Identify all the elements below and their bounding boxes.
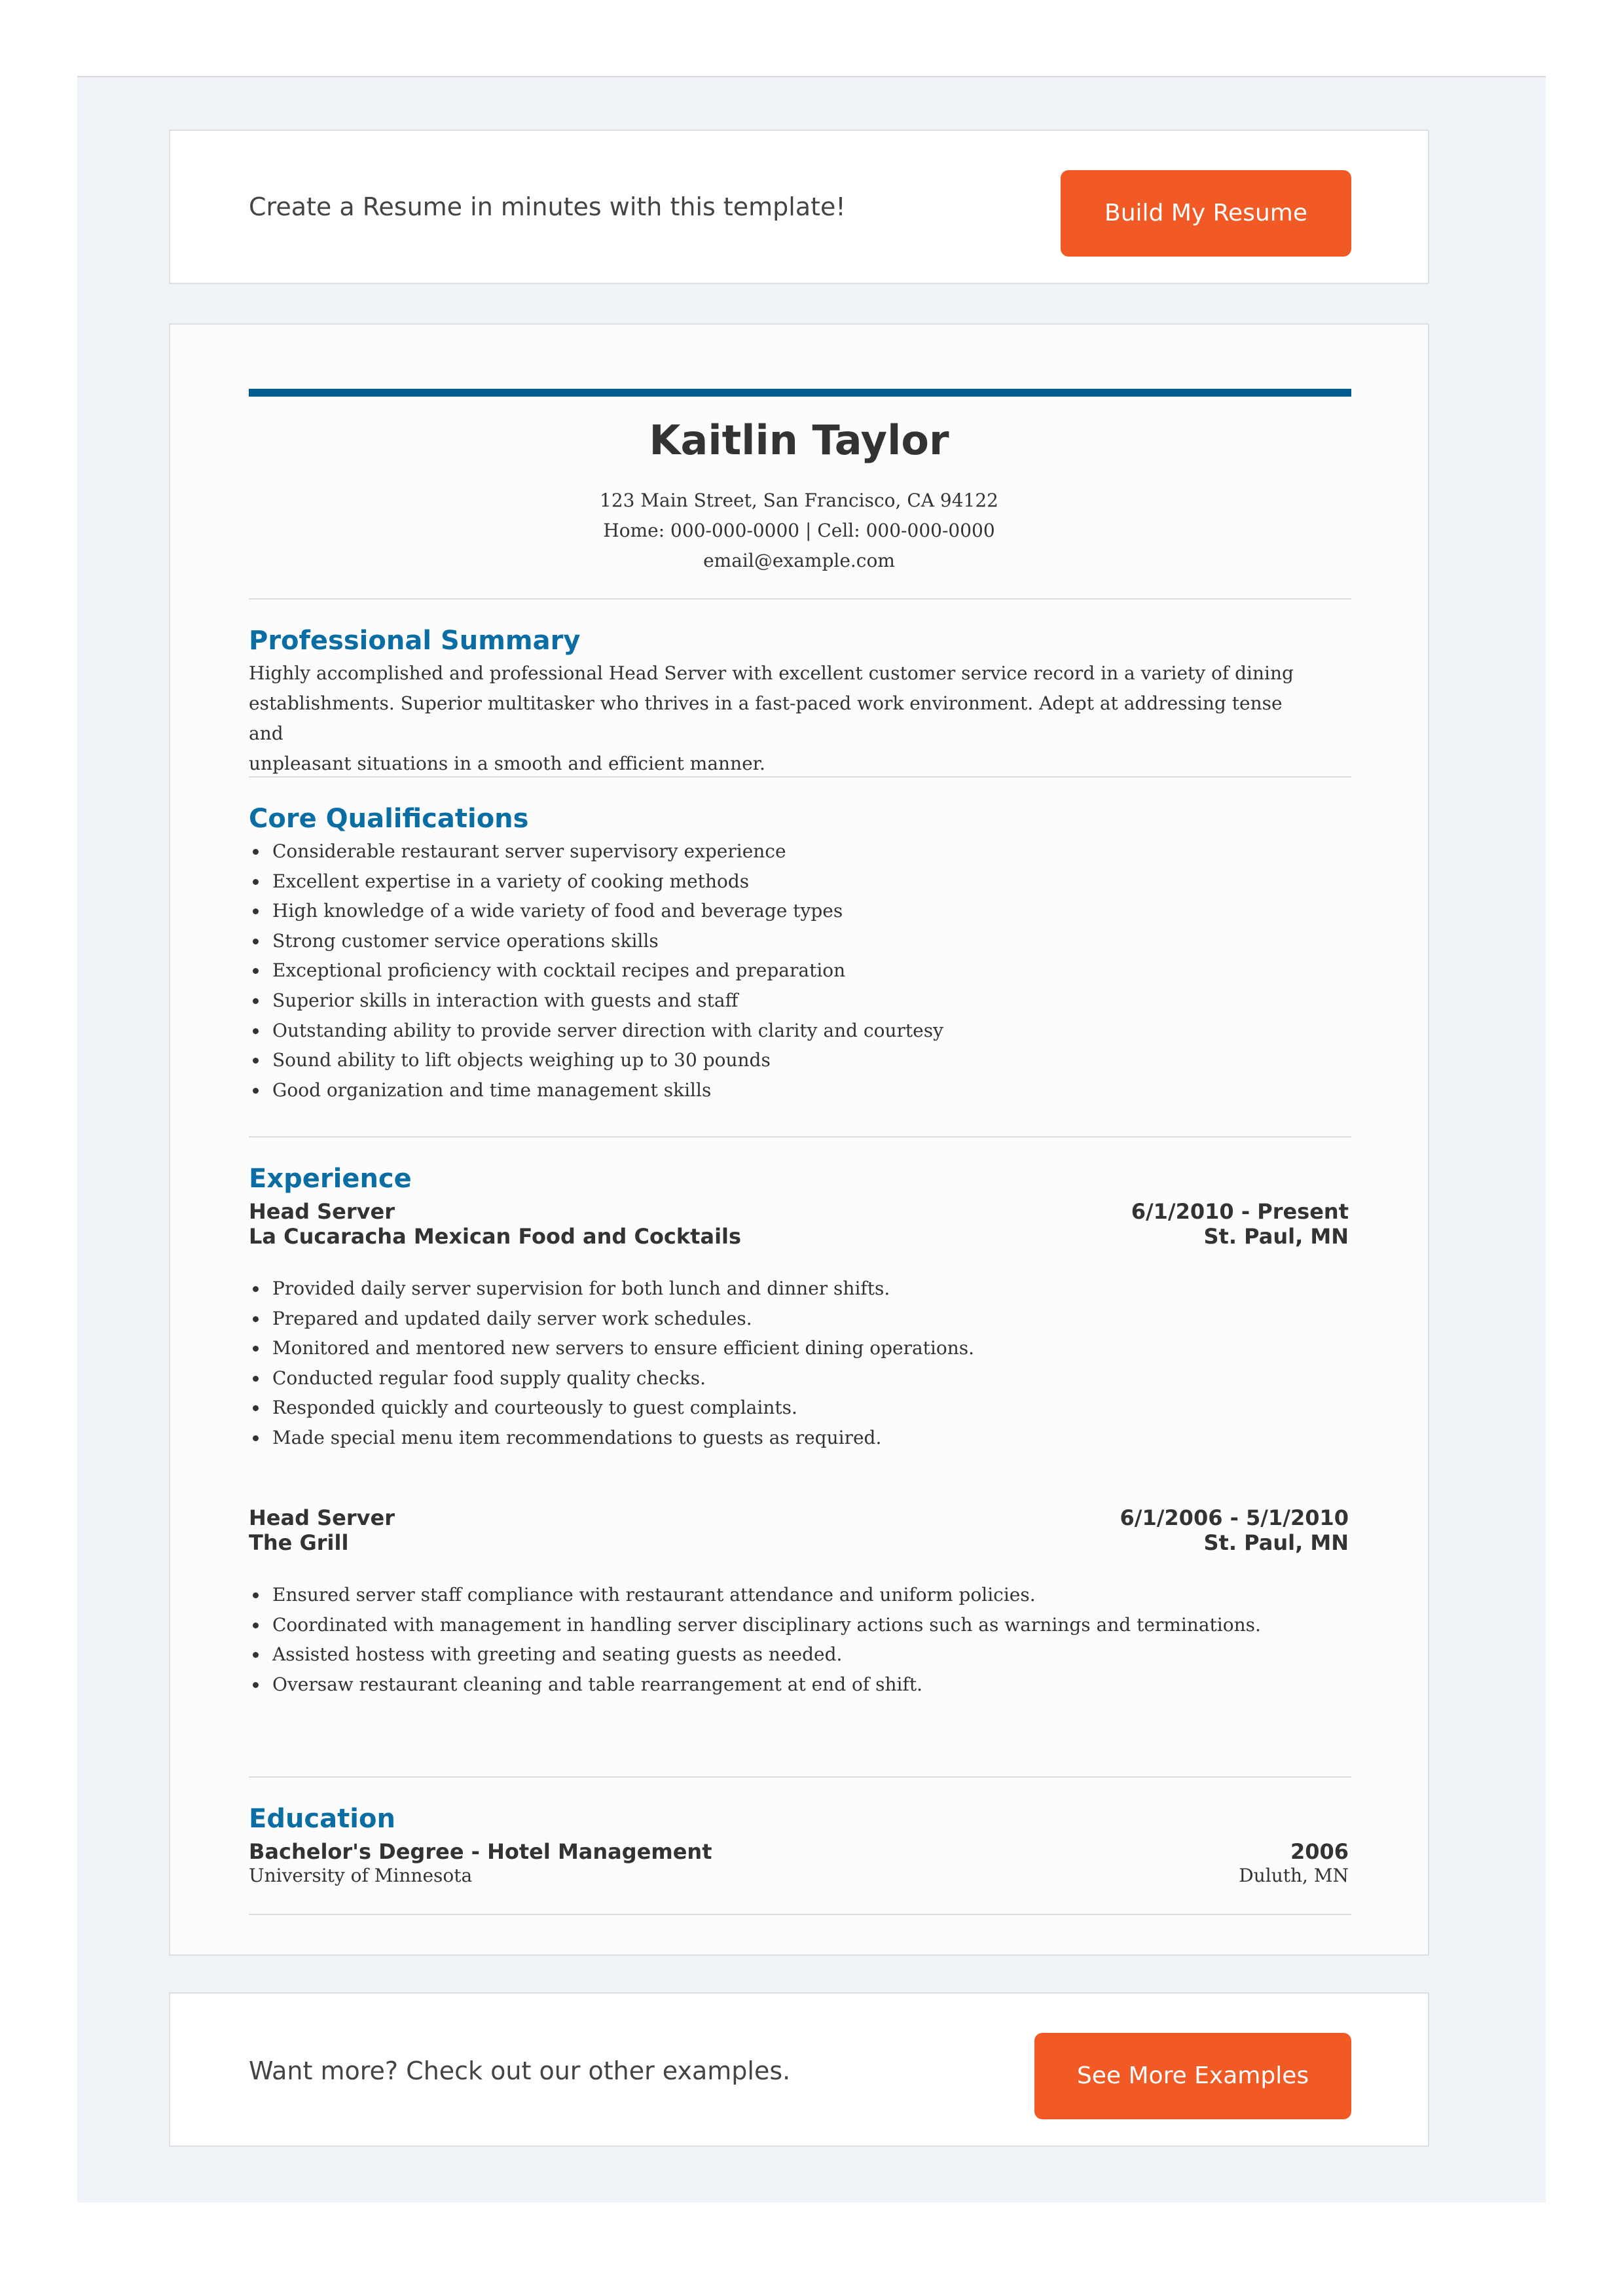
list-item: Coordinated with management in handling server disciplinary actions such as warnings and terminations. [272,1610,1261,1640]
list-item: Ensured server staff compliance with restaurant attendance and uniform policies. [272,1580,1261,1610]
education-location: Duluth, MN [1239,1865,1349,1886]
list-item: Prepared and updated daily server work schedules. [272,1304,974,1334]
divider [249,1776,1351,1778]
cta-top-card [169,130,1429,284]
job-company: The Grill [249,1530,349,1555]
header-accent-bar [249,389,1351,397]
list-item: High knowledge of a wide variety of food and beverage types [272,896,943,926]
list-item: Conducted regular food supply quality checks. [272,1363,974,1393]
divider [249,1914,1351,1915]
candidate-name: Kaitlin Taylor [649,416,949,464]
list-item: Assisted hostess with greeting and seating guests as needed. [272,1640,1261,1670]
divider [249,776,1351,778]
education-year: 2006 [1290,1839,1349,1864]
cta-top-text: Create a Resume in minutes with this template! [249,192,846,221]
job-company: La Cucaracha Mexican Food and Cocktails [249,1224,742,1249]
job-location: St. Paul, MN [1203,1530,1349,1555]
list-item: Made special menu item recommendations to guests as required. [272,1423,974,1453]
job-location: St. Paul, MN [1203,1224,1349,1249]
list-item: Sound ability to lift objects weighing up to 30 pounds [272,1045,943,1075]
job-duties-list [249,1580,1261,1699]
cta-bottom-card [169,1992,1429,2147]
education-school: University of Minnesota [249,1865,473,1886]
job-dates: 6/1/2010 - Present [1131,1199,1349,1224]
list-item: Monitored and mentored new servers to ensure efficient dining operations. [272,1333,974,1363]
summary-line: unpleasant situations in a smooth and efficient manner. [249,753,765,774]
list-item: Excellent expertise in a variety of cooking methods [272,867,943,897]
job-role: Head Server [249,1505,395,1530]
summary-text [249,658,1296,779]
list-item: Considerable restaurant server supervisory experience [272,836,943,867]
contact-email: email@example.com [703,550,895,571]
divider [249,1136,1351,1138]
list-item: Responded quickly and courteously to guest complaints. [272,1393,974,1423]
list-item: Good organization and time management skills [272,1075,943,1105]
contact-phones: Home: 000-000-0000 | Cell: 000-000-0000 [603,520,995,541]
job-dates: 6/1/2006 - 5/1/2010 [1120,1505,1349,1530]
list-item: Oversaw restaurant cleaning and table rearrangement at end of shift. [272,1670,1261,1700]
experience-heading: Experience [249,1164,412,1194]
cta-bottom-text: Want more? Check out our other examples. [249,2056,791,2085]
list-item: Outstanding ability to provide server direction with clarity and courtesy [272,1016,943,1046]
see-more-examples-button[interactable]: See More Examples [1034,2033,1351,2119]
contact-address: 123 Main Street, San Francisco, CA 94122 [600,490,998,511]
job-role: Head Server [249,1199,395,1224]
divider [249,598,1351,600]
list-item: Provided daily server supervision for both lunch and dinner shifts. [272,1274,974,1304]
list-item: Strong customer service operations skills [272,926,943,956]
resume-card [169,323,1429,1956]
education-heading: Education [249,1804,395,1834]
summary-heading: Professional Summary [249,626,581,656]
list-item: Exceptional proficiency with cocktail recipes and preparation [272,956,943,986]
education-degree: Bachelor's Degree - Hotel Management [249,1839,712,1864]
summary-line: Highly accomplished and professional Head Server with excellent customer service record in a variety of dining [249,662,1294,684]
job-duties-list [249,1274,974,1453]
list-item: Superior skills in interaction with guests and staff [272,986,943,1016]
build-my-resume-button[interactable]: Build My Resume [1061,170,1351,257]
qualifications-heading: Core Qualifications [249,804,529,834]
summary-line: establishments. Superior multitasker who thrives in a fast-paced work environment. Adept at addressing tense and [249,692,1283,744]
qualifications-list [249,836,943,1105]
